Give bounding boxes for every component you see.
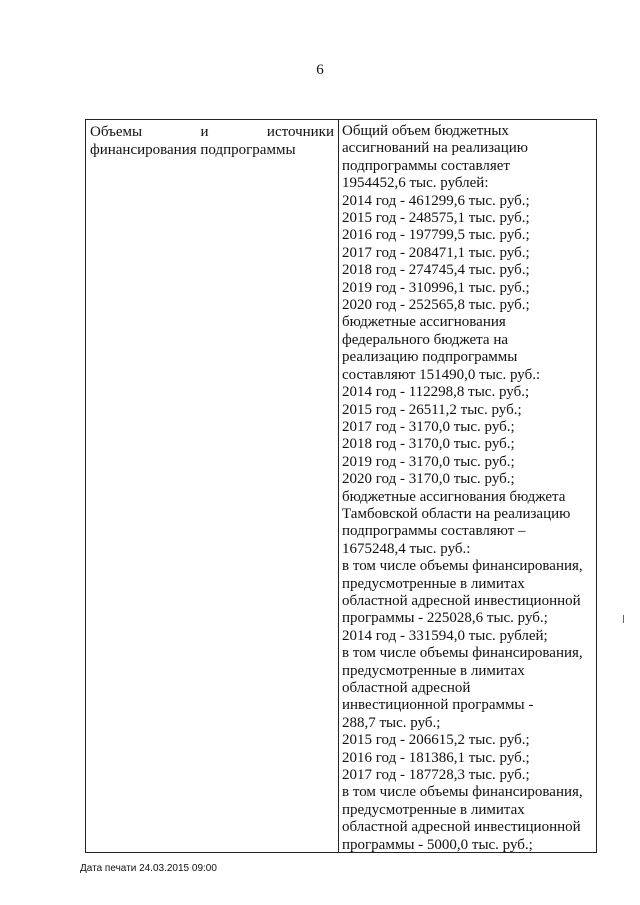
value-line: 2017 год - 3170,0 тыс. руб.; — [342, 418, 515, 435]
value-line: 2015 год - 248575,1 тыс. руб.; — [342, 210, 530, 227]
value-line: 2019 год - 310996,1 тыс. руб.; — [342, 279, 530, 296]
value-line: составляют 151490,0 тыс. руб.: — [342, 366, 541, 383]
print-date: Дата печати 24.03.2015 09:00 — [80, 863, 217, 874]
value-line: Общий объем бюджетных — [342, 123, 509, 139]
value-line: предусмотренные в лимитах — [342, 575, 525, 592]
label-cell — [86, 120, 339, 852]
value-line: федерального бюджета на — [342, 331, 509, 348]
funding-table — [85, 119, 597, 853]
label-line-2: финансирования подпрограммы — [90, 142, 296, 158]
value-line: ассигнований на реализацию — [342, 140, 528, 157]
value-line: инвестиционной программы - — [342, 697, 534, 714]
value-line: 2017 год - 187728,3 тыс. руб.; — [342, 767, 530, 784]
value-line: 2016 год - 181386,1 тыс. руб.; — [342, 749, 530, 766]
value-line: 1675248,4 тыс. руб.: — [342, 540, 471, 557]
value-line: в том числе объемы финансирования, — [342, 558, 583, 575]
value-line: областной адресной инвестиционной — [342, 592, 581, 609]
value-line: бюджетные ассигнования бюджета — [342, 488, 566, 505]
value-line: 2019 год - 3170,0 тыс. руб.; — [342, 453, 515, 470]
label-word-1: Объемы — [90, 124, 143, 140]
value-line: в том числе объемы финансирования, — [342, 645, 583, 662]
value-line: Тамбовской области на реализацию — [342, 505, 571, 522]
value-line: в том числе объемы финансирования, — [342, 784, 583, 801]
value-line: реализацию подпрограммы — [342, 349, 518, 366]
value-line: программы - 225028,6 тыс. руб.; — [342, 610, 548, 627]
value-line: 2014 год - 461299,6 тыс. руб.; — [342, 192, 530, 209]
label-line-1 — [90, 123, 334, 141]
value-line: 1954452,6 тыс. рублей: — [342, 175, 489, 192]
value-line: областной адресной — [342, 680, 471, 696]
value-line: 2017 год - 208471,1 тыс. руб.; — [342, 244, 530, 261]
value-cell — [339, 120, 596, 852]
value-line: 2015 год - 26511,2 тыс. руб.; — [342, 401, 522, 418]
value-line: бюджетные ассигнования — [342, 314, 506, 331]
value-line: предусмотренные в лимитах — [342, 662, 525, 679]
scan-artifact — [623, 615, 624, 623]
label-word-2: и — [200, 124, 209, 140]
value-line: 2015 год - 206615,2 тыс. руб.; — [342, 732, 530, 749]
value-line: 2018 год - 3170,0 тыс. руб.; — [342, 436, 515, 453]
value-line: областной адресной инвестиционной — [342, 819, 581, 836]
value-line: программы - 5000,0 тыс. руб.; — [342, 836, 533, 852]
value-line: 2016 год - 197799,5 тыс. руб.; — [342, 227, 530, 244]
value-line: подпрограммы составляют – — [342, 523, 526, 540]
value-line: подпрограммы составляет — [342, 157, 510, 174]
label-word-3: источники — [266, 124, 334, 140]
value-line: 2020 год - 252565,8 тыс. руб.; — [342, 297, 530, 314]
value-line: 2014 год - 331594,0 тыс. рублей; — [342, 627, 548, 644]
page-number: 6 — [316, 62, 324, 78]
value-line: предусмотренные в лимитах — [342, 801, 525, 818]
value-line: 2020 год - 3170,0 тыс. руб.; — [342, 471, 515, 488]
value-line: 2018 год - 274745,4 тыс. руб.; — [342, 262, 530, 279]
value-line: 2014 год - 112298,8 тыс. руб.; — [342, 384, 530, 401]
value-line: 288,7 тыс. руб.; — [342, 714, 441, 731]
